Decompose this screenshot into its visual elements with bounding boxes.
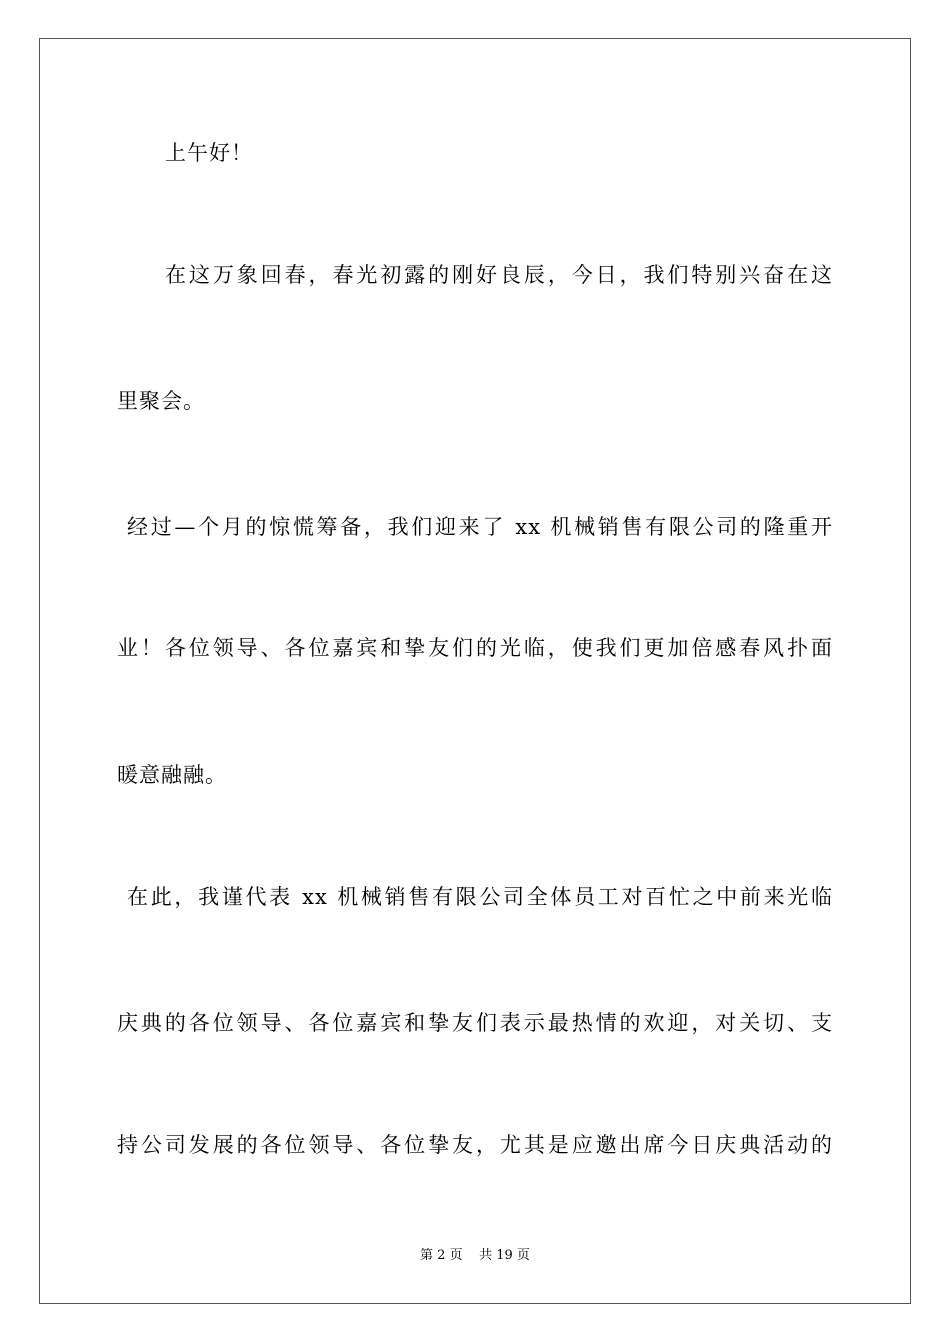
- paragraph-line: 在此，我谨代表 xx 机械销售有限公司全体员工对百忙之中前来光临: [127, 885, 833, 909]
- page-border: [39, 38, 911, 1304]
- page-number: 第 2 页: [420, 1248, 463, 1263]
- paragraph-line: 庆典的各位领导、各位嘉宾和挚友们表示最热情的欢迎，对关切、支: [117, 1011, 833, 1035]
- paragraph-line: 持公司发展的各位领导、各位挚友，尤其是应邀出席今日庆典活动的: [117, 1133, 833, 1157]
- page-total: 共 19 页: [479, 1248, 530, 1263]
- paragraph-line: 里聚会。: [117, 389, 205, 413]
- paragraph-line: 业！各位领导、各位嘉宾和挚友们的光临，使我们更加倍感春风扑面: [117, 636, 833, 660]
- paragraph-line: 在这万象回春，春光初露的刚好良辰，今日，我们特别兴奋在这: [165, 263, 833, 287]
- paragraph-line: 暖意融融。: [117, 763, 227, 787]
- page-footer: [0, 1247, 950, 1265]
- greeting-line: 上午好！: [165, 141, 253, 165]
- paragraph-line: 经过—个月的惊慌筹备，我们迎来了 xx 机械销售有限公司的隆重开: [127, 515, 833, 539]
